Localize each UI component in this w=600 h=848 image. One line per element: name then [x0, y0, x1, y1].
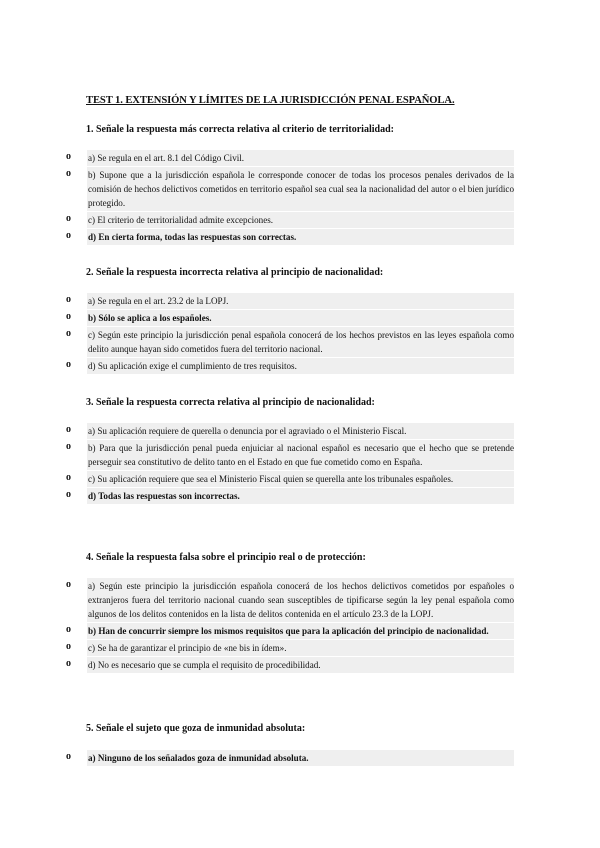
option-3a[interactable] — [66, 423, 514, 439]
bullet-icon: o — [66, 472, 71, 483]
option-text: a) Se regula en el art. 23.2 de la LOPJ. — [87, 293, 514, 309]
question-1-options — [66, 150, 514, 246]
document-title: TEST 1. EXTENSIÓN Y LÍMITES DE LA JURISDICCIÓN PENAL ESPAÑOLA. — [86, 95, 455, 106]
bullet-icon: o — [66, 359, 71, 370]
option-3c[interactable] — [66, 471, 514, 487]
bullet-icon: o — [66, 151, 71, 162]
option-text-correct: d) En cierta forma, todas las respuestas son correctas. — [87, 229, 514, 245]
bullet-icon: o — [66, 641, 71, 652]
bullet-icon: o — [66, 213, 71, 224]
option-text: b) Para que la jurisdicción penal pueda enjuiciar al nacional español es necesario que el hecho que se pretende perseguir sea constitutivo de delito tanto en el Estado en que fue cometido como en España. — [87, 440, 514, 470]
question-5-header: 5. Señale el sujeto que goza de inmunidad absoluta: — [86, 723, 306, 734]
bullet-icon: o — [66, 168, 71, 179]
option-2c[interactable] — [66, 327, 514, 357]
bullet-icon: o — [66, 579, 71, 590]
option-text: a) Según este principio la jurisdicción española conocerá de los hechos delictivos cometidos por españoles o extranjeros fuera del territorio nacional cuando sean susceptibles de tipificarse según la ley penal española como algunos de los delitos contenidos en la lista de delitos contenida en el artículo 23.3 de la LOPJ. — [87, 578, 514, 622]
question-5-options — [66, 750, 514, 767]
question-4-header: 4. Señale la respuesta falsa sobre el principio real o de protección: — [86, 552, 366, 563]
option-text: b) Supone que a la jurisdicción española le corresponde conocer de todas los procesos penales derivados de la comisión de hechos delictivos cometidos en territorio español sea cual sea la nacionalidad del autor o el bien jurídico protegido. — [87, 167, 514, 211]
option-text: c) Según este principio la jurisdicción penal española conocerá de los hechos previstos en las leyes española como delito aunque hayan sido cometidos fuera del territorio nacional. — [87, 327, 514, 357]
option-text: c) El criterio de territorialidad admite excepciones. — [87, 212, 514, 228]
option-5a[interactable] — [66, 750, 514, 766]
option-2d[interactable] — [66, 358, 514, 374]
bullet-icon: o — [66, 441, 71, 452]
option-text: c) Se ha de garantizar el principio de «ne bis in ídem». — [87, 640, 514, 656]
option-4b[interactable] — [66, 623, 514, 639]
bullet-icon: o — [66, 424, 71, 435]
option-text: a) Se regula en el art. 8.1 del Código Civil. — [87, 150, 514, 166]
option-text-correct: b) Sólo se aplica a los españoles. — [87, 310, 514, 326]
option-text-correct: b) Han de concurrir siempre los mismos requisitos que para la aplicación del principio de nacionalidad. — [87, 623, 514, 639]
option-1b[interactable] — [66, 167, 514, 211]
option-1c[interactable] — [66, 212, 514, 228]
option-4c[interactable] — [66, 640, 514, 656]
bullet-icon: o — [66, 230, 71, 241]
bullet-icon: o — [66, 328, 71, 339]
option-4d[interactable] — [66, 657, 514, 673]
option-2a[interactable] — [66, 293, 514, 309]
question-1-header: 1. Señale la respuesta más correcta relativa al criterio de territorialidad: — [86, 124, 394, 135]
question-3-options — [66, 423, 514, 505]
option-text: a) Su aplicación requiere de querella o denuncia por el agraviado o el Ministerio Fiscal. — [87, 423, 514, 439]
option-1a[interactable] — [66, 150, 514, 166]
option-text: d) No es necesario que se cumpla el requisito de procedibilidad. — [87, 657, 514, 673]
bullet-icon: o — [66, 294, 71, 305]
option-2b[interactable] — [66, 310, 514, 326]
question-2-header: 2. Señale la respuesta incorrecta relativa al principio de nacionalidad: — [86, 267, 384, 278]
option-4a[interactable] — [66, 578, 514, 622]
option-text-correct: a) Ninguno de los señalados goza de inmunidad absoluta. — [87, 750, 514, 766]
bullet-icon: o — [66, 658, 71, 669]
option-1d[interactable] — [66, 229, 514, 245]
bullet-icon: o — [66, 311, 71, 322]
question-2-options — [66, 293, 514, 375]
bullet-icon: o — [66, 624, 71, 635]
option-text: c) Su aplicación requiere que sea el Ministerio Fiscal quien se querella ante los tribunales españoles. — [87, 471, 514, 487]
option-text: d) Su aplicación exige el cumplimiento de tres requisitos. — [87, 358, 514, 374]
bullet-icon: o — [66, 751, 71, 762]
question-3-header: 3. Señale la respuesta correcta relativa al principio de nacionalidad: — [86, 397, 375, 408]
option-3b[interactable] — [66, 440, 514, 470]
question-4-options — [66, 578, 514, 674]
option-3d[interactable] — [66, 488, 514, 504]
bullet-icon: o — [66, 489, 71, 500]
option-text-correct: d) Todas las respuestas son incorrectas. — [87, 488, 514, 504]
